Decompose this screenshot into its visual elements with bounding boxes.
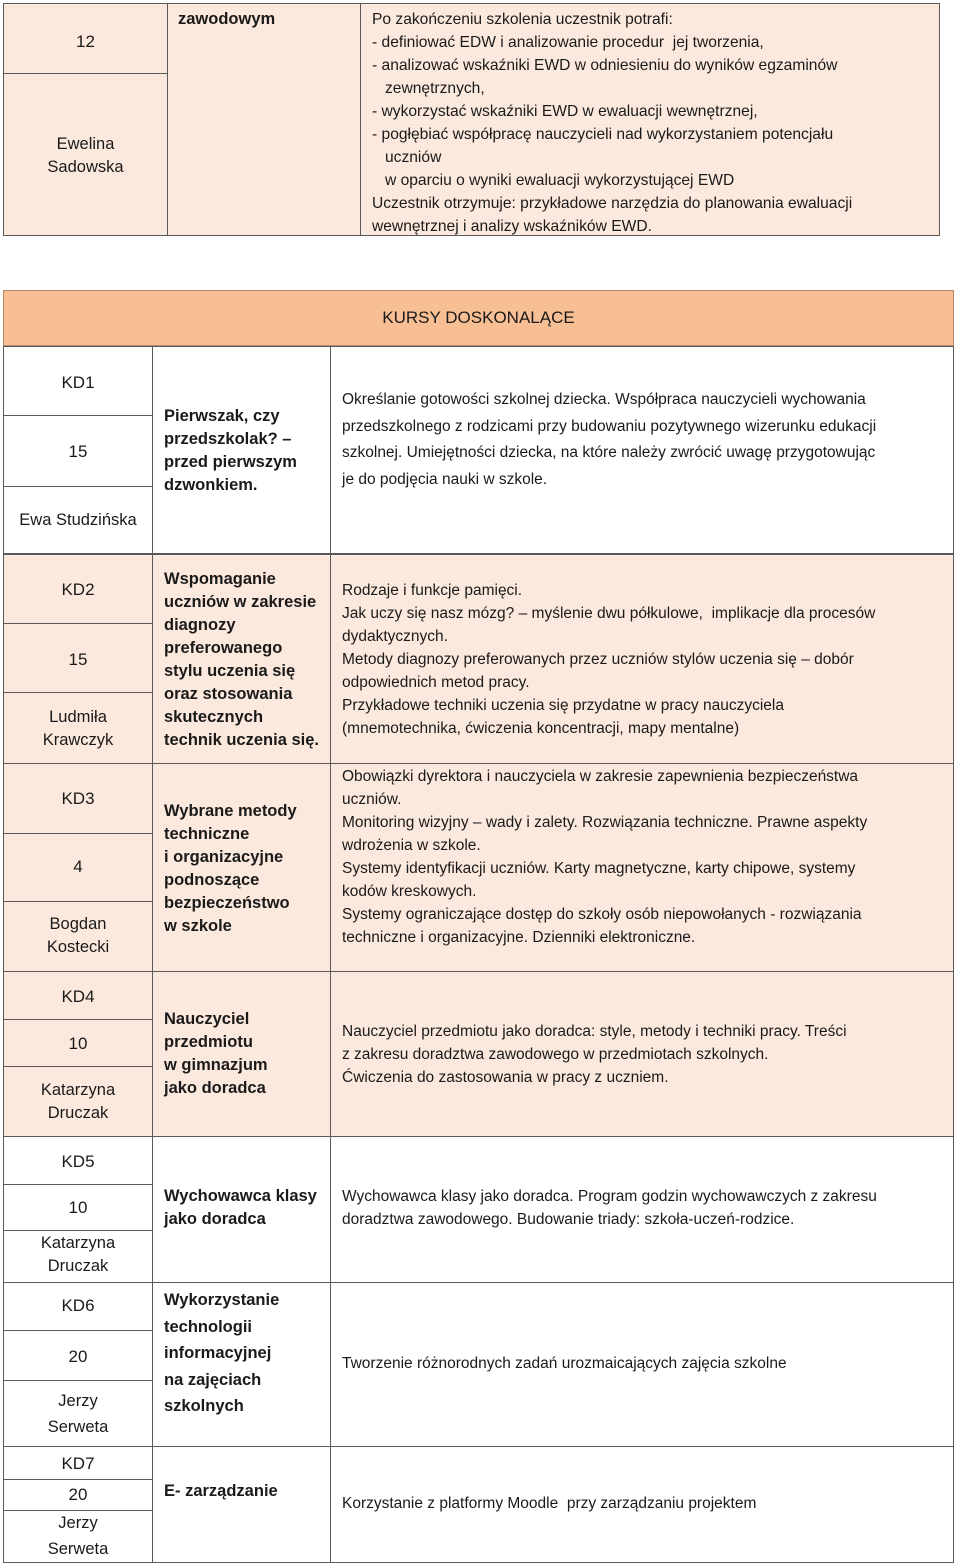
kd2-col1 [4,555,152,763]
kd6-title: Wykorzystanie technologii informacyjnej na zajęciach szkolnych [164,1291,280,1415]
kd3-code: KD3 [61,789,95,808]
kd3-hours: 4 [73,857,83,876]
kd2-title: Wspomaganie uczniów w zakresie diagnozy preferowanego stylu uczenia się oraz stosowania skutecznych technik uczenia się. [164,570,319,749]
kd4-trainer: Katarzyna Druczak [40,1081,116,1122]
kd7-col1 [4,1447,152,1562]
row-12-number: 12 [76,32,95,51]
kd5-col1 [4,1137,152,1282]
course-kd7 [3,1446,954,1563]
kd7-trainer: Jerzy Serweta [47,1514,109,1558]
kd1-hours: 15 [68,442,88,461]
kd6-col1 [4,1283,152,1446]
kd4-code: KD4 [61,987,95,1006]
row-12-trainer: Ewelina Sadowska [47,135,124,176]
kd5-title: Wychowawca klasy jako doradca [164,1187,317,1228]
course-kd1 [3,346,954,554]
row-12-col1 [4,4,167,235]
kd4-col1 [4,972,152,1136]
kd2-desc: Rodzaje i funkcje pamięci. Jak uczy się nasz mózg? – myślenie dwu półkulowe, implikacje dla procesów dydaktycznych. Metody diagnozy preferowanych przez uczniów stylów uczenia się – dobór odpowiednich metod pracy. Przykładowe techniki uczenia się przydatne w pracy nauczyciela (mnemotechnika, ćwiczenia koncentracji, mapy mentalne) [342,582,876,737]
kd6-desc: Tworzenie różnorodnych zadań urozmaicających zajęcia szkolne [342,1355,787,1372]
row-12-title: zawodowym [178,10,276,28]
kd4-hours: 10 [68,1034,88,1053]
kd2-hours: 15 [68,650,88,669]
kd1-title: Pierwszak, czy przedszkolak? – przed pierwszym dzwonkiem. [164,407,297,494]
kd1-desc: Określanie gotowości szkolnej dziecka. Współpraca nauczycieli wychowania przedszkolnego z rodzicami przy budowaniu pozytywnego wizerunku edukacji szkolnej. Umiejętności dziecka, na które należy zwrócić uwagę przygotowując je do podjęcia nauki w szkole. [342,391,877,488]
kd3-col1 [4,764,152,971]
course-kd5 [3,1136,954,1283]
kd3-trainer: Bogdan Kostecki [46,915,110,956]
course-kd6 [3,1282,954,1447]
kd7-desc: Korzystanie z platformy Moodle przy zarządzaniu projektem [342,1495,757,1512]
row-12 [3,3,940,236]
kd3-desc: Obowiązki dyrektora i nauczyciela w zakresie zapewnienia bezpieczeństwa uczniów. Monitoring wizyjny – wady i zalety. Rozwiązania techniczne. Prawne aspekty wdrożenia w szkole. Systemy identyfikacji uczniów. Karty magnetyczne, karty chipowe, systemy kodów kreskowych. Systemy ograniczające dostęp do szkoły osób niepowołanych - rozwiązania techniczne i organizacyjne. Dzienniki elektroniczne. [342,768,868,946]
kd6-trainer: Jerzy Serweta [47,1392,109,1436]
kd4-desc: Nauczyciel przedmiotu jako doradca: style, metody i techniki pracy. Treści z zakresu doradztwa zawodowego w przedmiotach szkolnych. Ćwiczenia do zastosowania w pracy z uczniem. [342,1023,847,1086]
kd1-trainer: Ewa Studzińska [19,511,137,529]
kd7-hours: 20 [68,1485,88,1504]
kd5-hours: 10 [68,1198,88,1217]
kd3-title: Wybrane metody techniczne i organizacyjne podnoszące bezpieczeństwo w szkole [164,802,297,935]
row-12-desc: Po zakończeniu szkolenia uczestnik potrafi: - definiować EDW i analizowanie procedur jej tworzenia, - analizować wskaźniki EWD w odniesieniu do wyników egzaminów zewnętrznych, - wykorzystać wskaźniki EWD w ewaluacji wewnętrznej, - pogłębiać współpracę nauczycieli nad wykorzystaniem potencjału uczniów w oparciu o wyniki ewaluacji wykorzystującej EWD Uczestnik otrzymuje: przykładowe narzędzia do planowania ewaluacji wewnętrznej i analizy wskaźników EWD. [372,11,853,235]
course-kd2 [3,554,954,764]
kd4-title: Nauczyciel przedmiotu w gimnazjum jako doradca [164,1010,268,1097]
kd7-code: KD7 [61,1454,95,1473]
kd1-code: KD1 [61,373,95,392]
kd5-trainer: Katarzyna Druczak [40,1234,116,1275]
kd5-code: KD5 [61,1152,95,1171]
kd6-code: KD6 [61,1296,95,1315]
course-kd3 [3,763,954,972]
section-header: KURSY DOSKONALĄCE [3,290,954,346]
kd7-title: E- zarządzanie [164,1482,278,1500]
kd2-code: KD2 [61,580,95,599]
kd5-desc: Wychowawca klasy jako doradca. Program godzin wychowawczych z zakresu doradztwa zawodowego. Budowanie triady: szkoła-uczeń-rodzice. [342,1188,877,1228]
kd6-hours: 20 [68,1347,88,1366]
kd2-trainer: Ludmiła Krawczyk [42,708,114,749]
kd1-col1 [4,347,152,553]
course-kd4 [3,971,954,1137]
